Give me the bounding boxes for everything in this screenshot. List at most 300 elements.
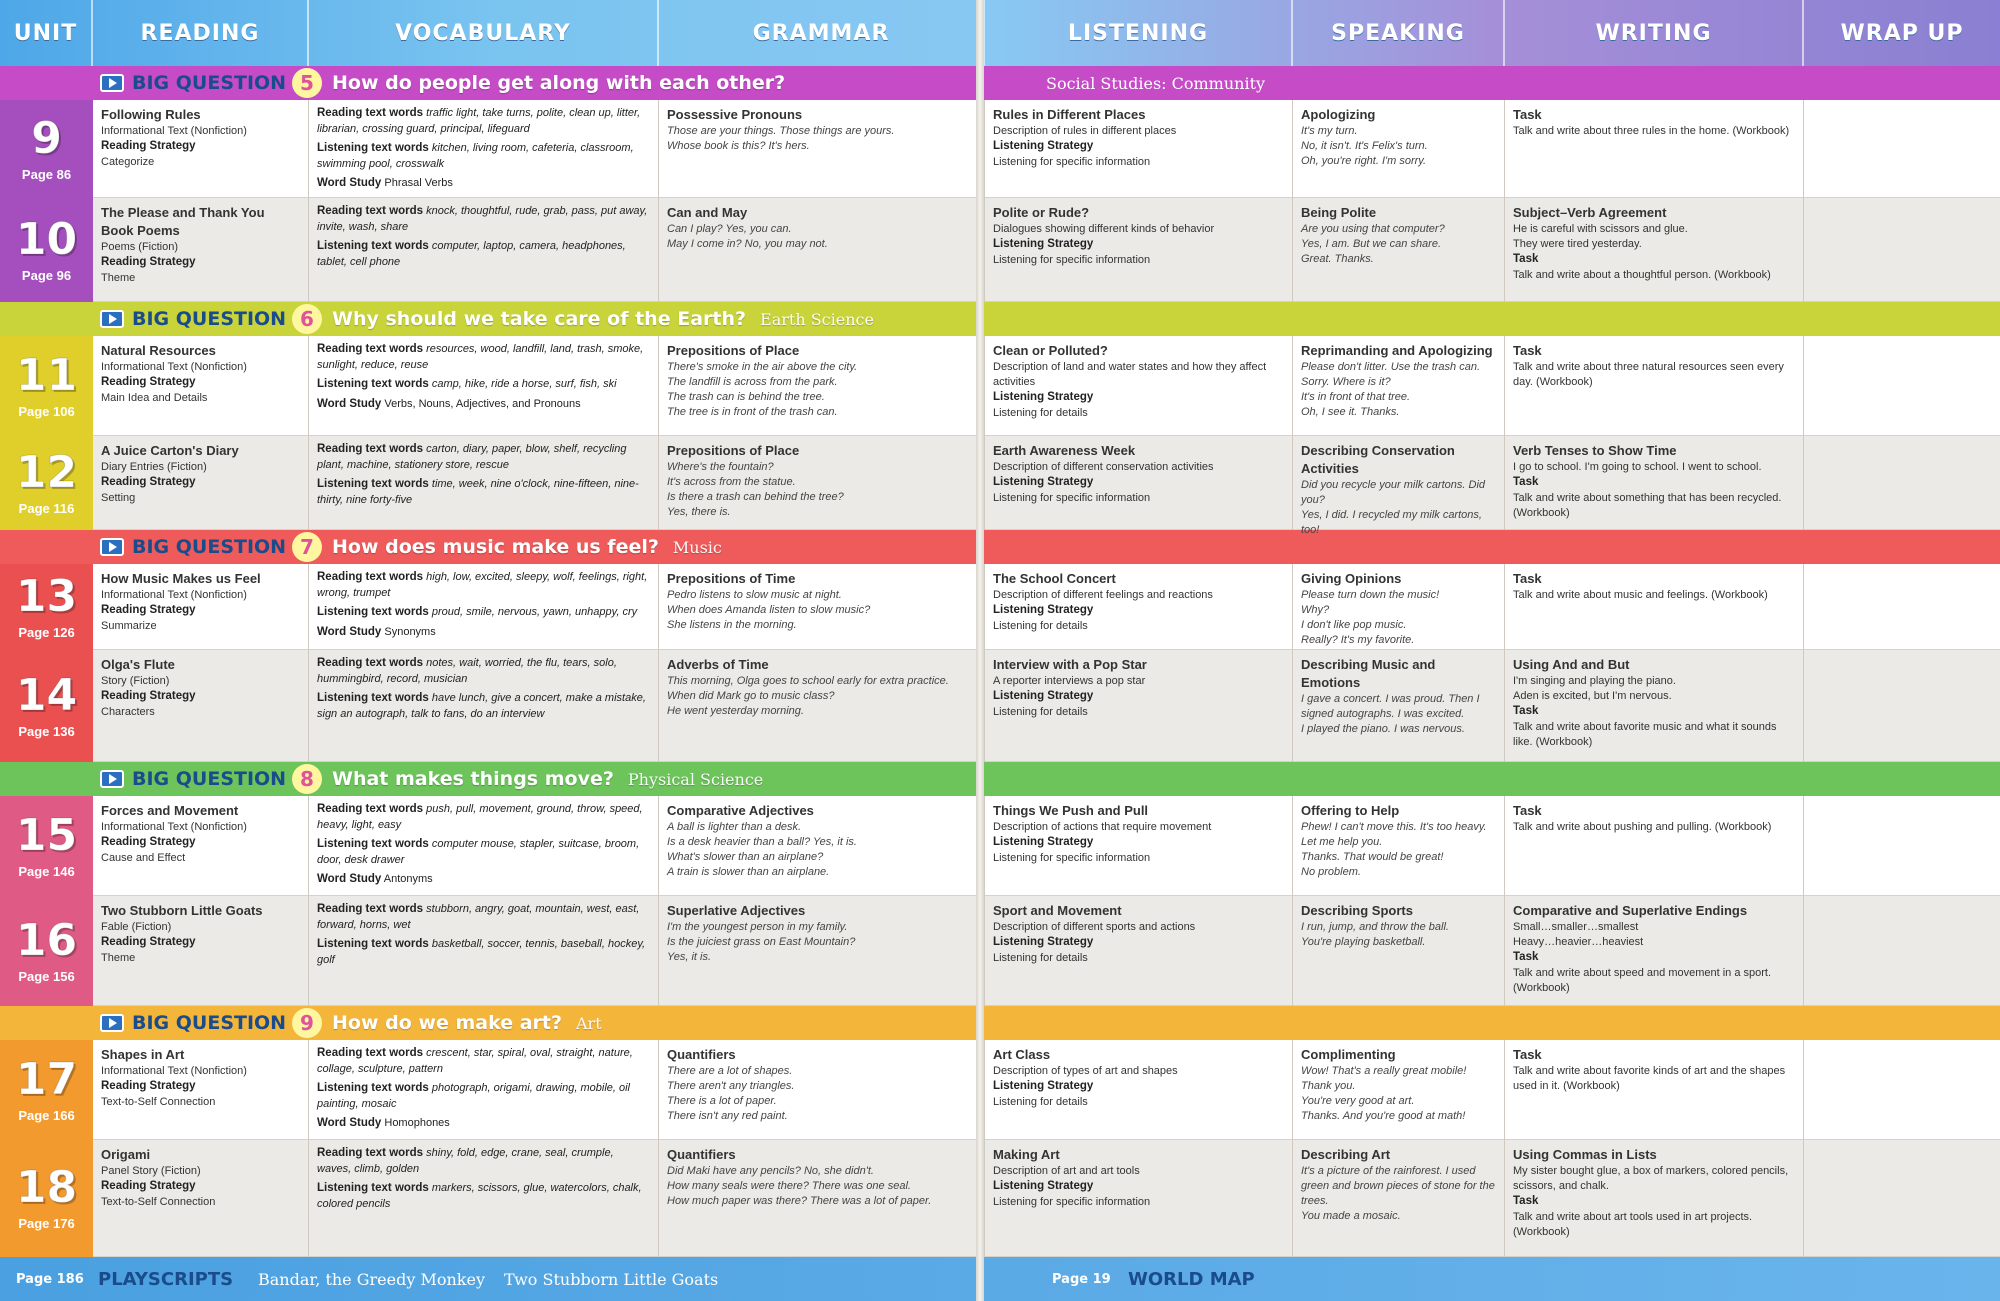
unit-page: Page 156 <box>18 968 75 984</box>
listening-strategy-value: Listening for specific information <box>993 851 1151 864</box>
speaking-example: Please don't litter. Use the trash can. <box>1301 360 1481 373</box>
speaking-example: Oh, you're right. I'm sorry. <box>1301 155 1427 168</box>
reading-strategy-value: Text-to-Self Connection <box>101 1095 216 1108</box>
speaking-example: You made a mosaic. <box>1301 1210 1401 1223</box>
grammar-cell <box>659 198 985 302</box>
listening-text-words <box>317 239 650 270</box>
reading-text-words-label: Reading text words <box>317 657 424 669</box>
writing-title: Subject–Verb Agreement <box>1513 205 1667 220</box>
reading-text-words-value: resources, wood, landfill, land, trash, smoke, sunlight, reduce, reuse <box>317 343 644 371</box>
writing-line: He is careful with scissors and glue. <box>1513 222 1688 235</box>
speaking-cell <box>1293 650 1505 762</box>
grammar-example: There are a lot of shapes. <box>667 1064 793 1077</box>
unit-number: 17 <box>15 1053 78 1105</box>
word-study-value: Antonyms <box>381 873 433 886</box>
reading-type: Informational Text (Nonfiction) <box>101 1064 247 1077</box>
reading-strategy-value: Characters <box>101 705 155 718</box>
listening-text-words-value: photograph, origami, drawing, mobile, oil painting, mosaic <box>317 1082 630 1110</box>
writing-line: Talk and write about art tools used in art projects. (Workbook) <box>1513 1211 1753 1239</box>
reading-cell <box>93 198 309 302</box>
speaking-title: Describing Conservation Activities <box>1301 443 1455 476</box>
vocabulary-cell <box>309 336 659 436</box>
listening-description: Description of rules in different places <box>993 124 1177 137</box>
listening-cell <box>985 336 1293 436</box>
listening-description: Description of art and art tools <box>993 1164 1140 1177</box>
unit-cell <box>0 1040 93 1140</box>
grammar-example: There is a lot of paper. <box>667 1095 777 1108</box>
vocabulary-cell <box>309 436 659 530</box>
big-question-number: 5 <box>292 68 322 98</box>
speaking-example: Yes, I did. I recycled my milk cartons, too! <box>1301 509 1482 537</box>
listening-description: Description of land and water states and how they affect activities <box>993 360 1267 389</box>
reading-cell <box>93 336 309 436</box>
play-video-icon[interactable] <box>100 74 124 92</box>
big-question-subject: Earth Science <box>760 310 874 329</box>
listening-strategy-label: Listening Strategy <box>993 391 1094 404</box>
reading-strategy-label: Reading Strategy <box>101 1180 196 1193</box>
speaking-example: Are you using that computer? <box>1301 222 1445 235</box>
grammar-example: What's slower than an airplane? <box>667 851 824 864</box>
play-video-icon[interactable] <box>100 1014 124 1032</box>
reading-type: Diary Entries (Fiction) <box>101 460 207 473</box>
writing-line: Talk and write about three rules in the home. (Workbook) <box>1513 124 1790 137</box>
grammar-example: There isn't any red paint. <box>667 1110 788 1123</box>
speaking-example: Phew! I can't move this. It's too heavy. <box>1301 820 1487 833</box>
reading-strategy-value: Text-to-Self Connection <box>101 1195 216 1208</box>
unit-number: 18 <box>15 1162 78 1213</box>
speaking-title: Reprimanding and Apologizing <box>1301 343 1493 358</box>
listening-strategy-value: Listening for details <box>993 705 1088 718</box>
reading-strategy-value: Categorize <box>101 155 155 168</box>
grammar-example: It's across from the statue. <box>667 476 796 489</box>
listening-text-words-label: Listening text words <box>317 1182 429 1195</box>
writing-cell <box>1505 100 1804 198</box>
header-unit: UNIT <box>0 0 93 66</box>
writing-cell <box>1505 436 1804 530</box>
listening-text-words-value: computer, laptop, camera, headphones, tablet, cell phone <box>317 240 626 268</box>
speaking-example: I played the piano. I was nervous. <box>1301 723 1465 736</box>
listening-text-words-label: Listening text words <box>317 838 429 851</box>
speaking-cell <box>1293 436 1505 537</box>
listening-text-words-value: markers, scissors, glue, watercolors, chalk, colored pencils <box>317 1182 642 1210</box>
listening-cell <box>985 650 1293 762</box>
grammar-title: Comparative Adjectives <box>667 803 814 818</box>
grammar-example: A ball is lighter than a desk. <box>667 820 802 833</box>
listening-text-words-label: Listening text words <box>317 938 429 951</box>
listening-text-words-value: proud, smile, nervous, yawn, unhappy, cry <box>428 606 638 619</box>
writing-line: Talk and write about music and feelings. (Workbook) <box>1513 588 1768 601</box>
speaking-title: Complimenting <box>1301 1047 1396 1062</box>
reading-strategy-label: Reading Strategy <box>101 936 196 949</box>
speaking-example: I don't like pop music. <box>1301 619 1407 632</box>
footer-play-1: Bandar, the Greedy Monkey <box>258 1269 485 1289</box>
reading-text-words-value: notes, wait, worried, the flu, tears, solo, hummingbird, record, musician <box>317 657 617 685</box>
grammar-cell <box>659 796 985 896</box>
reading-text-words <box>317 1146 650 1177</box>
speaking-example: Wow! That's a really great mobile! <box>1301 1064 1467 1077</box>
speaking-title: Being Polite <box>1301 205 1377 220</box>
vocabulary-cell <box>309 564 659 650</box>
speaking-example: Sorry. Where is it? <box>1301 376 1391 389</box>
speaking-example: No problem. <box>1301 866 1361 879</box>
writing-title: Using And and But <box>1513 657 1630 672</box>
listening-title: Things We Push and Pull <box>993 803 1149 818</box>
reading-type: Informational Text (Nonfiction) <box>101 360 247 373</box>
speaking-example: Let me help you. <box>1301 836 1383 849</box>
unit-number: 10 <box>15 213 78 265</box>
word-study <box>317 397 650 413</box>
reading-title: Following Rules <box>101 107 201 122</box>
vocabulary-cell <box>309 896 659 1006</box>
vocabulary-cell <box>309 796 659 896</box>
unit-number: 15 <box>15 809 78 861</box>
writing-line: They were tired yesterday. <box>1513 238 1642 251</box>
listening-cell <box>985 100 1293 198</box>
speaking-cell <box>1293 1040 1505 1140</box>
word-study-label: Word Study <box>317 177 382 190</box>
writing-cell <box>1505 896 1804 1006</box>
grammar-example: The tree is in front of the trash can. <box>667 406 838 419</box>
listening-description: Description of different sports and actions <box>993 920 1196 933</box>
reading-cell <box>93 436 309 530</box>
listening-strategy-label: Listening Strategy <box>993 476 1094 489</box>
listening-strategy-value: Listening for details <box>993 407 1088 420</box>
speaking-example: It's my turn. <box>1301 124 1358 137</box>
speaking-title: Offering to Help <box>1301 803 1400 818</box>
writing-cell <box>1505 198 1804 302</box>
reading-title: Shapes in Art <box>101 1047 185 1062</box>
big-question-bar <box>0 530 2000 564</box>
word-study <box>317 872 650 888</box>
listening-text-words-label: Listening text words <box>317 240 429 253</box>
word-study <box>317 625 650 641</box>
listening-cell <box>985 436 1293 530</box>
grammar-example: There aren't any triangles. <box>667 1080 795 1093</box>
big-question-label: BIG QUESTION <box>132 768 287 790</box>
grammar-example: She listens in the morning. <box>667 619 797 632</box>
listening-title: Making Art <box>993 1147 1060 1162</box>
reading-text-words-label: Reading text words <box>317 343 424 355</box>
speaking-title: Describing Art <box>1301 1147 1391 1162</box>
reading-text-words <box>317 342 650 373</box>
reading-cell <box>93 1140 309 1257</box>
grammar-example: A train is slower than an airplane. <box>667 866 830 879</box>
listening-text-words-value: computer mouse, stapler, suitcase, broom, door, desk drawer <box>317 838 640 866</box>
reading-type: Panel Story (Fiction) <box>101 1164 201 1177</box>
big-question-text: What makes things move? Physical Science <box>332 768 764 790</box>
reading-strategy-label: Reading Strategy <box>101 836 196 849</box>
grammar-title: Quantifiers <box>667 1047 736 1062</box>
unit-cell <box>0 198 93 302</box>
reading-text-words <box>317 1046 650 1077</box>
unit-cell <box>0 896 93 1006</box>
reading-title: Origami <box>101 1147 151 1162</box>
reading-type: Informational Text (Nonfiction) <box>101 588 247 601</box>
speaking-example: Did you recycle your milk cartons. Did you? <box>1301 478 1486 507</box>
reading-cell <box>93 564 309 650</box>
header-writing: WRITING <box>1505 0 1804 66</box>
writing-line: Talk and write about favorite music and what it sounds like. (Workbook) <box>1513 721 1777 749</box>
reading-text-words-value: shiny, fold, edge, crane, seal, crumple, waves, climb, golden <box>317 1147 614 1175</box>
word-study-label: Word Study <box>317 625 382 638</box>
speaking-example: I gave a concert. I was proud. Then I signed autographs. I was excited. <box>1301 692 1480 721</box>
listening-text-words-value: basketball, soccer, tennis, baseball, hockey, golf <box>317 938 646 966</box>
reading-text-words <box>317 204 650 235</box>
writing-task-label: Task <box>1513 253 1539 266</box>
word-study <box>317 1116 650 1132</box>
word-study-value: Phrasal Verbs <box>381 177 453 190</box>
header-speaking: SPEAKING <box>1293 0 1505 66</box>
reading-cell <box>93 100 309 198</box>
big-question-number: 8 <box>292 764 322 794</box>
grammar-example: He went yesterday morning. <box>667 705 804 718</box>
speaking-cell <box>1293 100 1505 198</box>
grammar-example: May I come in? No, you may not. <box>667 238 828 251</box>
unit-cell <box>0 336 93 436</box>
listening-text-words <box>317 691 650 722</box>
unit-cell <box>0 564 93 650</box>
grammar-cell <box>659 436 985 530</box>
writing-line: I'm singing and playing the piano. <box>1513 674 1676 687</box>
writing-line: My sister bought glue, a box of markers, colored pencils, scissors, and chalk. <box>1513 1164 1789 1193</box>
reading-strategy-label: Reading Strategy <box>101 476 196 489</box>
unit-cell <box>0 100 93 198</box>
reading-type: Informational Text (Nonfiction) <box>101 820 247 833</box>
big-question-number: 9 <box>292 1008 322 1038</box>
grammar-example: Is there a trash can behind the tree? <box>667 491 844 504</box>
header-vocabulary: VOCABULARY <box>309 0 659 66</box>
writing-title: Verb Tenses to Show Time <box>1513 443 1677 458</box>
speaking-example: You're very good at art. <box>1301 1095 1415 1108</box>
reading-title: Natural Resources <box>101 343 216 358</box>
listening-cell <box>985 896 1293 1006</box>
grammar-example: Did Maki have any pencils? No, she didn't. <box>667 1164 874 1177</box>
big-question-label: BIG QUESTION <box>132 1012 287 1034</box>
vocabulary-cell <box>309 1140 659 1257</box>
unit-page: Page 136 <box>18 723 75 739</box>
unit-cell <box>0 796 93 896</box>
grammar-title: Adverbs of Time <box>667 657 769 672</box>
listening-text-words <box>317 1181 650 1212</box>
reading-strategy-label: Reading Strategy <box>101 376 196 389</box>
word-study-value: Verbs, Nouns, Adjectives, and Pronouns <box>381 397 581 410</box>
writing-title: Task <box>1513 1047 1542 1062</box>
writing-cell <box>1505 796 1804 896</box>
writing-cell <box>1505 1140 1804 1257</box>
play-video-icon[interactable] <box>100 770 124 788</box>
speaking-example: Oh, I see it. Thanks. <box>1301 406 1400 419</box>
big-question-label: BIG QUESTION <box>132 536 287 558</box>
listening-text-words-label: Listening text words <box>317 692 429 705</box>
listening-strategy-value: Listening for specific information <box>993 491 1151 504</box>
speaking-title: Giving Opinions <box>1301 571 1402 586</box>
reading-text-words-value: traffic light, take turns, polite, clean up, litter, librarian, crossing guard, principal, lifeguard <box>317 107 641 135</box>
header-listening: LISTENING <box>985 0 1293 66</box>
reading-text-words-label: Reading text words <box>317 443 424 455</box>
listening-text-words-value: time, week, nine o'clock, nine-fifteen, nine-thirty, nine forty-five <box>317 478 639 506</box>
listening-text-words-value: camp, hike, ride a horse, surf, fish, ski <box>428 378 617 391</box>
listening-cell <box>985 564 1293 650</box>
speaking-title: Describing Sports <box>1301 903 1413 918</box>
writing-cell <box>1505 564 1804 650</box>
reading-cell <box>93 896 309 1006</box>
listening-strategy-value: Listening for specific information <box>993 155 1151 168</box>
reading-cell <box>93 650 309 762</box>
speaking-title: Apologizing <box>1301 107 1376 122</box>
grammar-title: Possessive Pronouns <box>667 107 803 122</box>
column-header-bar <box>0 0 2000 66</box>
listening-title: Interview with a Pop Star <box>993 657 1147 672</box>
grammar-title: Superlative Adjectives <box>667 903 806 918</box>
listening-strategy-value: Listening for specific information <box>993 1195 1151 1208</box>
header-reading: READING <box>93 0 309 66</box>
listening-title: Sport and Movement <box>993 903 1122 918</box>
big-question-bar <box>0 66 2000 100</box>
listening-text-words <box>317 141 650 172</box>
footer-playscripts: PLAYSCRIPTS <box>98 1268 234 1290</box>
writing-line: Talk and write about pushing and pulling. (Workbook) <box>1513 820 1772 833</box>
listening-strategy-label: Listening Strategy <box>993 936 1094 949</box>
word-study-label: Word Study <box>317 873 382 886</box>
listening-strategy-label: Listening Strategy <box>993 836 1094 849</box>
listening-title: Earth Awareness Week <box>993 443 1136 458</box>
unit-page: Page 86 <box>21 166 72 182</box>
listening-title: The School Concert <box>993 571 1116 586</box>
reading-title: Olga's Flute <box>101 657 175 672</box>
listening-text-words-label: Listening text words <box>317 378 429 391</box>
reading-title: A Juice Carton's Diary <box>101 443 239 458</box>
speaking-example: It's a picture of the rainforest. I used green and brown pieces of stone for the trees. <box>1301 1164 1495 1208</box>
listening-cell <box>985 1040 1293 1140</box>
header-wrapup: WRAP UP <box>1840 20 1964 46</box>
listening-title: Clean or Polluted? <box>993 343 1108 358</box>
listening-description: A reporter interviews a pop star <box>993 674 1146 687</box>
reading-type: Informational Text (Nonfiction) <box>101 124 247 137</box>
reading-cell <box>93 1040 309 1140</box>
footer-page-left: Page 186 <box>16 1271 84 1287</box>
unit-page: Page 96 <box>21 267 72 283</box>
listening-strategy-label: Listening Strategy <box>993 140 1094 153</box>
writing-line: Talk and write about a thoughtful person. (Workbook) <box>1513 269 1771 282</box>
unit-cell <box>0 650 93 762</box>
big-question-subject: Social Studies: Community <box>1046 73 1266 93</box>
reading-text-words-label: Reading text words <box>317 571 424 583</box>
listening-cell <box>985 796 1293 896</box>
reading-strategy-label: Reading Strategy <box>101 604 196 617</box>
grammar-example: Whose book is this? It's hers. <box>667 140 810 153</box>
reading-title: The Please and Thank You Book Poems <box>101 205 265 238</box>
play-video-icon[interactable] <box>100 310 124 328</box>
big-question-subject: Art <box>576 1014 602 1033</box>
reading-cell <box>93 796 309 896</box>
reading-text-words-label: Reading text words <box>317 1047 424 1059</box>
big-question-number: 6 <box>292 304 322 334</box>
reading-type: Fable (Fiction) <box>101 920 172 933</box>
grammar-example: This morning, Olga goes to school early for extra practice. <box>667 674 949 687</box>
grammar-title: Can and May <box>667 205 748 220</box>
grammar-title: Prepositions of Time <box>667 571 796 586</box>
speaking-example: I run, jump, and throw the ball. <box>1301 920 1449 933</box>
word-study-value: Synonyms <box>381 625 436 638</box>
grammar-example: How many seals were there? There was one seal. <box>667 1180 911 1193</box>
reading-text-words <box>317 802 650 833</box>
grammar-title: Prepositions of Place <box>667 443 800 458</box>
speaking-example: Thanks. And you're good at math! <box>1301 1110 1466 1123</box>
grammar-example: The trash can is behind the tree. <box>667 391 825 404</box>
listening-text-words <box>317 605 650 621</box>
footer-play-2: Two Stubborn Little Goats <box>504 1269 719 1289</box>
unit-page: Page 116 <box>18 500 75 516</box>
reading-text-words <box>317 902 650 933</box>
listening-text-words <box>317 377 650 393</box>
footer-world-map: WORLD MAP <box>1128 1268 1255 1290</box>
writing-title: Comparative and Superlative Endings <box>1513 903 1748 918</box>
play-video-icon[interactable] <box>100 538 124 556</box>
grammar-example: When did Mark go to music class? <box>667 690 835 703</box>
writing-title: Task <box>1513 571 1542 586</box>
speaking-cell <box>1293 564 1505 650</box>
reading-text-words <box>317 570 650 601</box>
listening-title: Art Class <box>993 1047 1051 1062</box>
reading-text-words-label: Reading text words <box>317 1147 424 1159</box>
big-question-number: 7 <box>292 532 322 562</box>
speaking-title: Describing Music and Emotions <box>1301 657 1436 690</box>
writing-line: Talk and write about favorite kinds of art and the shapes used in it. (Workbook) <box>1513 1064 1786 1093</box>
listening-text-words <box>317 837 650 868</box>
grammar-cell <box>659 1040 985 1140</box>
speaking-example: It's in front of that tree. <box>1301 391 1411 404</box>
listening-strategy-label: Listening Strategy <box>993 238 1094 251</box>
speaking-example: Please turn down the music! <box>1301 588 1440 601</box>
reading-type: Story (Fiction) <box>101 674 170 687</box>
writing-cell <box>1505 336 1804 436</box>
reading-text-words-label: Reading text words <box>317 107 424 119</box>
reading-text-words-label: Reading text words <box>317 205 424 217</box>
reading-text-words <box>317 106 650 137</box>
reading-text-words <box>317 442 650 473</box>
writing-line: Heavy…heavier…heaviest <box>1513 936 1644 949</box>
grammar-example: How much paper was there? There was a lot of paper. <box>667 1195 932 1208</box>
reading-strategy-value: Main Idea and Details <box>101 391 208 404</box>
writing-cell <box>1505 650 1804 762</box>
writing-title: Task <box>1513 803 1542 818</box>
unit-page: Page 106 <box>18 403 75 419</box>
listening-strategy-value: Listening for specific information <box>993 253 1151 266</box>
header-grammar: GRAMMAR <box>659 0 985 66</box>
footer-bar <box>0 1257 2000 1301</box>
reading-text-words-value: high, low, excited, sleepy, wolf, feelings, right, wrong, trumpet <box>317 571 648 599</box>
writing-task-label: Task <box>1513 476 1539 489</box>
unit-number: 14 <box>15 669 78 721</box>
listening-title: Rules in Different Places <box>993 107 1146 122</box>
vocabulary-cell <box>309 1040 659 1140</box>
listening-title: Polite or Rude? <box>993 205 1090 220</box>
listening-strategy-value: Listening for details <box>993 619 1088 632</box>
listening-text-words-label: Listening text words <box>317 478 429 491</box>
writing-line: Aden is excited, but I'm nervous. <box>1513 690 1672 703</box>
big-question-text: How does music make us feel? Music <box>332 536 722 558</box>
reading-text-words-label: Reading text words <box>317 803 424 815</box>
reading-title: Two Stubborn Little Goats <box>101 903 263 918</box>
unit-cell <box>0 1140 93 1257</box>
writing-line: I go to school. I'm going to school. I went to school. <box>1513 460 1762 473</box>
reading-text-words <box>317 656 650 687</box>
listening-description: Description of actions that require movement <box>993 820 1212 833</box>
listening-cell <box>985 198 1293 302</box>
writing-task-label: Task <box>1513 951 1539 964</box>
unit-number: 12 <box>15 446 78 498</box>
writing-title: Task <box>1513 107 1542 122</box>
